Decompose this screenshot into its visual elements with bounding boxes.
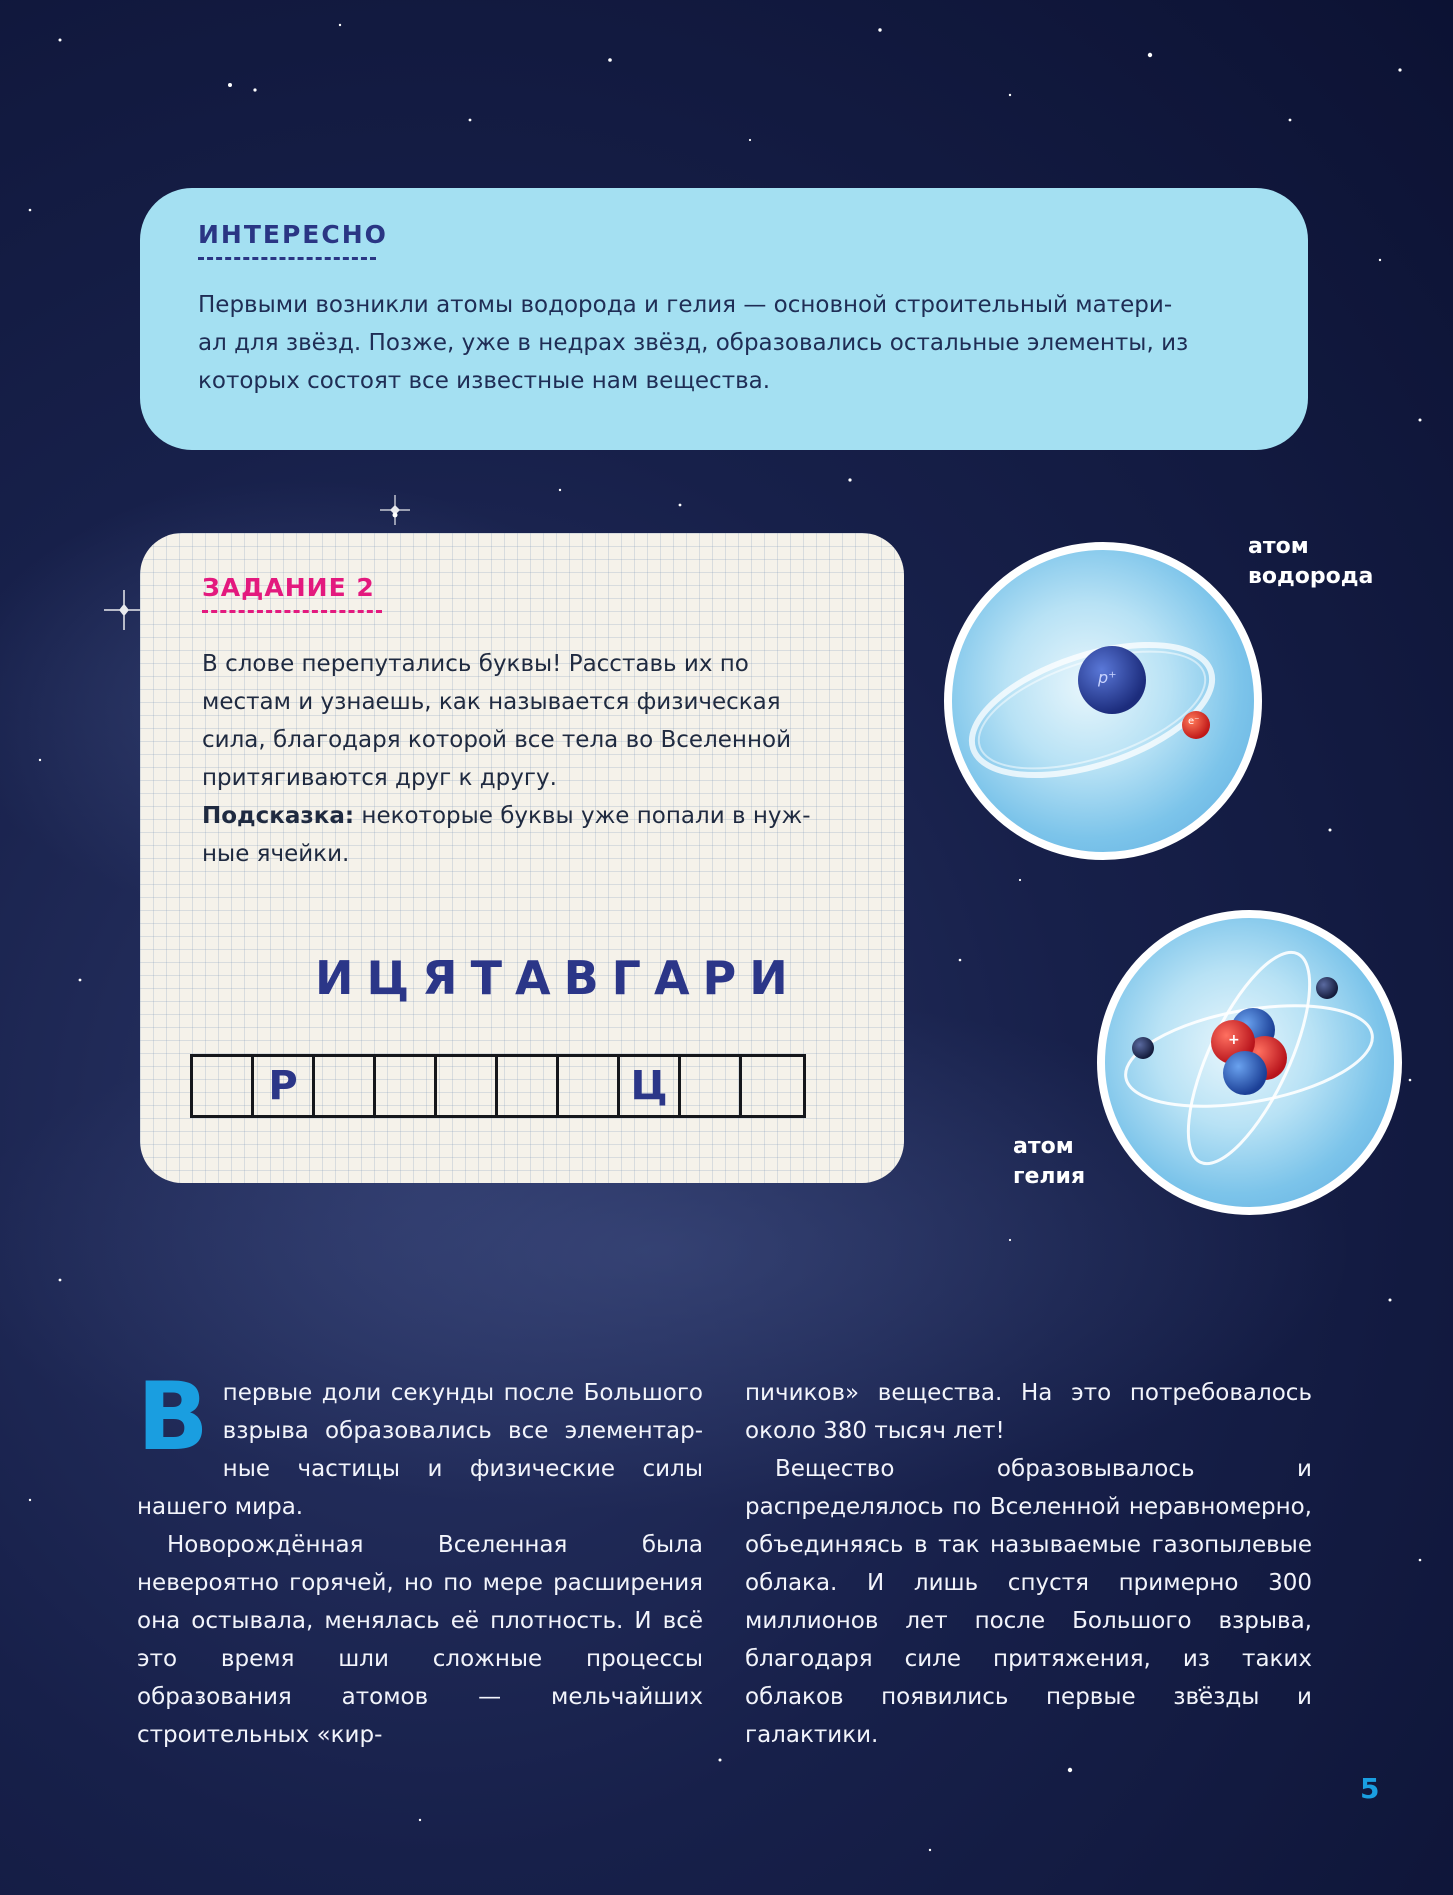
task-line: сила, благодаря которой все тела во Вселенной: [202, 727, 792, 753]
answer-cell[interactable]: [193, 1057, 254, 1115]
answer-cell[interactable]: Ц: [620, 1057, 681, 1115]
interesting-fact-box: [140, 188, 1308, 450]
interesting-line: ал для звёзд. Позже, уже в недрах звёзд, образовались остальные элементы, из: [198, 330, 1189, 356]
scrambled-word: ИЦЯТАВГАРИ: [315, 951, 801, 1005]
helium-atom-illustration: [1097, 910, 1402, 1215]
page-number: 5: [1360, 1772, 1380, 1805]
hydrogen-label-line: атом: [1248, 534, 1309, 559]
answer-cell[interactable]: [437, 1057, 498, 1115]
body-column-right: [745, 1374, 1312, 1754]
hint-text: некоторые буквы уже попали в нуж-: [354, 803, 811, 829]
hydrogen-atom-label: [1248, 532, 1373, 592]
helium-atom-label: [1013, 1132, 1085, 1192]
task-box: [140, 533, 904, 1183]
task-title: ЗАДАНИЕ 2: [202, 573, 375, 602]
body-paragraph: Новорождённая Вселенная была невероятно горячей, но по мере расширения она остывала, менялась её плотность. И всё это время шли сложные процессы образования атомов — мельчайших строительных «кир-: [137, 1532, 703, 1748]
title-underline: [198, 257, 376, 260]
title-underline: [202, 610, 382, 613]
task-line: притягиваются друг к другу.: [202, 765, 557, 791]
proton-symbol: p⁺: [1098, 668, 1117, 687]
answer-cell[interactable]: Р: [254, 1057, 315, 1115]
answer-cell[interactable]: [376, 1057, 437, 1115]
answer-cells: [190, 1054, 806, 1118]
body-column-left: [137, 1363, 703, 1754]
drop-cap: В: [137, 1363, 209, 1472]
helium-label-line: атом: [1013, 1134, 1074, 1159]
hydrogen-label-line: водорода: [1248, 564, 1374, 589]
answer-cell[interactable]: [681, 1057, 742, 1115]
interesting-line: которых состоят все известные нам вещества.: [198, 368, 771, 394]
task-text: [202, 645, 854, 873]
helium-label-line: гелия: [1013, 1164, 1086, 1189]
task-line: В слове перепутались буквы! Расставь их по: [202, 651, 749, 677]
hint-label: Подсказка:: [202, 803, 355, 829]
answer-cell[interactable]: [559, 1057, 620, 1115]
hint-line: ные ячейки.: [202, 841, 350, 867]
electron-symbol: e⁻: [1188, 716, 1200, 727]
hydrogen-atom-illustration: [944, 542, 1262, 860]
answer-cell[interactable]: [742, 1057, 803, 1115]
helium-proton-symbol: +: [1228, 1032, 1240, 1048]
body-paragraph: Вещество образовывалось и распределялось по Вселенной неравномерно, объединяясь в так называемые газопылевые облака. И лишь спустя примерно 300 миллионов лет после Большого взрыва, благодаря силе притяжения, из таких облаков появились первые звёзды и галактики.: [745, 1456, 1312, 1748]
interesting-title: ИНТЕРЕСНО: [198, 220, 388, 249]
interesting-text: [198, 286, 1248, 400]
interesting-line: Первыми возникли атомы водорода и гелия — основной строительный матери-: [198, 292, 1173, 318]
body-paragraph: первые доли секунды после Большого взрыва образовались все элементар-ные частицы и физические силы нашего мира.: [137, 1380, 703, 1520]
body-paragraph: пичиков» вещества. На это потребовалось около 380 тысяч лет!: [745, 1380, 1312, 1444]
task-line: местам и узнаешь, как называется физическая: [202, 689, 781, 715]
hint-line: [202, 797, 854, 835]
answer-cell[interactable]: [315, 1057, 376, 1115]
answer-cell[interactable]: [498, 1057, 559, 1115]
